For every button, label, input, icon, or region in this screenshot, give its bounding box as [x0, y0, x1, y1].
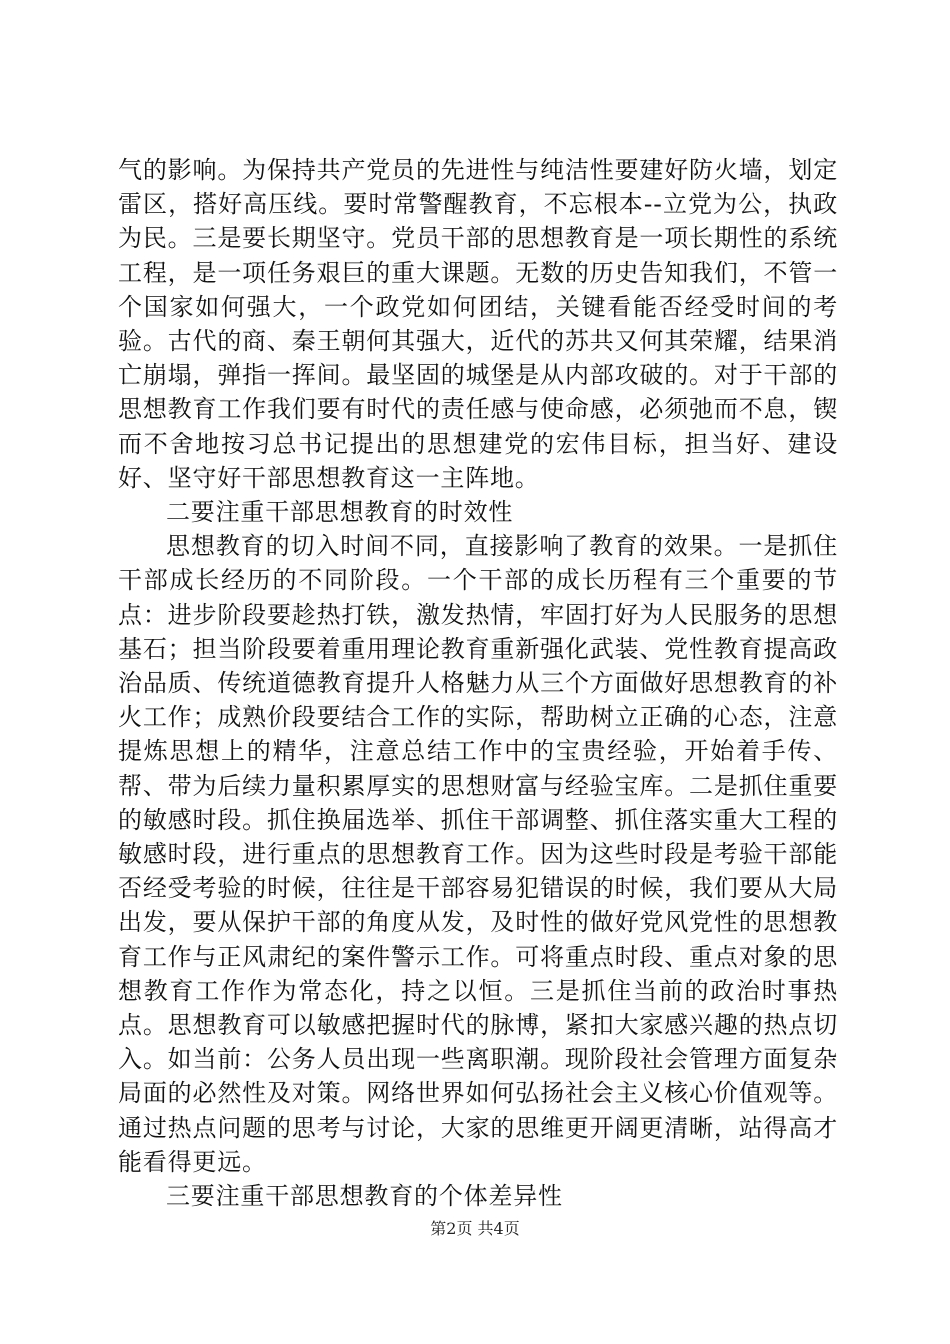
paragraph-timeliness: 思想教育的切入时间不同，直接影响了教育的效果。一是抓住干部成长经历的不同阶段。一个干部的成长历程有三个重要的节点：进步阶段要趁热打铁，激发热情，牢固打好为人民服务的思想基石；担当阶段要着重用理论教育重新强化武装、党性教育提高政治品质、传统道德教育提升人格魅力从三个方面做好思想教育的补火工作；成熟价段要结合工作的实际，帮助树立正确的心态，注意提炼思想上的精华，注意总结工作中的宝贵经验，开始着手传、帮、带为后续力量积累厚实的思想财富与经验宝库。二是抓住重要的敏感时段。抓住换届选举、抓住干部调整、抓住落实重大工程的敏感时段，进行重点的思想教育工作。因为这些时段是考验干部能否经受考验的时候，往往是干部容易犯错误的时候，我们要从大局出发，要从保护干部的角度从发，及时性的做好党风党性的思想教育工作与正风肃纪的案件警示工作。可将重点时段、重点对象的思想教育工作作为常态化，持之以恒。三是抓住当前的政治时事热点。思想教育可以敏感把握时代的脉博，紧扣大家感兴趣的热点切入。如当前：公务人员出现一些离职潮。现阶段社会管理方面复杂局面的必然性及对策。网络世界如何弘扬社会主义核心价值观等。通过热点问题的思考与讨论，大家的思维更开阔更清晰，站得高才能看得更远。 — [118, 532, 838, 1176]
page-number-footer: 第2页 共4页 — [430, 1219, 520, 1238]
paragraph-continued: 气的影响。为保持共产党员的先进性与纯洁性要建好防火墙，划定雷区，搭好高压线。要时常警醒教育，不忘根本--立党为公，执政为民。三是要长期坚守。党员干部的思想教育是一项长期性的系统工程，是一项任务艰巨的重大课题。无数的历史告知我们，不管一个国家如何强大，一个政党如何团结，关键看能否经受时间的考验。古代的商、秦王朝何其强大，近代的苏共又何其荣耀，结果消亡崩塌，弹指一挥间。最坚固的城堡是从内部攻破的。对于干部的思想教育工作我们要有时代的责任感与使命感，必须弛而不息，锲而不舍地按习总书记提出的思想建党的宏伟目标，担当好、建设好、坚守好干部思想教育这一主阵地。 — [118, 156, 838, 492]
section-heading-3: 三要注重干部思想教育的个体差异性 — [166, 1182, 563, 1211]
document-body — [118, 153, 838, 1213]
section-heading-2: 二要注重干部思想教育的时效性 — [166, 498, 514, 527]
